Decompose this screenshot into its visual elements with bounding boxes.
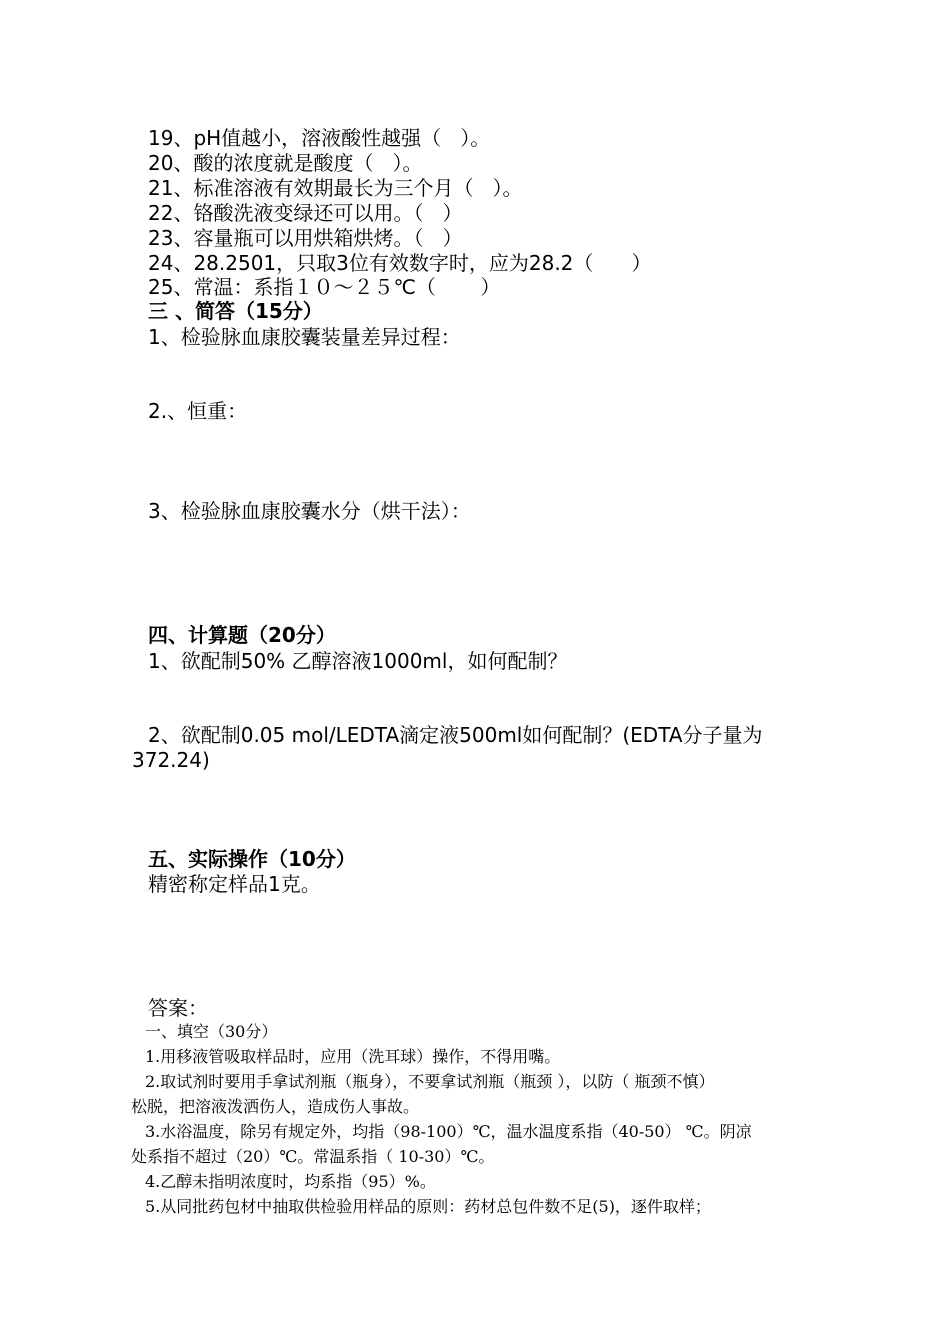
calculation-question-2-line-1: 2、欲配制0.05 mol/LEDTA滴定液500ml如何配制？(EDTA分子量为 [148,723,763,747]
short-answer-item-3: 3、检验脉血康胶囊水分（烘干法）： [148,499,471,523]
judgement-item-24: 24、28.2501，只取3位有效数字时，应为28.2（ ） [148,251,652,275]
judgement-item-19: 19、pH值越小，溶液酸性越强（ ）。 [148,126,491,150]
judgement-item-23: 23、容量瓶可以用烘箱烘烤。（ ） [148,226,463,250]
answer-line-2: 2.取试剂时要用手拿试剂瓶（瓶身），不要拿试剂瓶（瓶颈 ），以防（ 瓶颈不慎） [145,1072,715,1091]
short-answer-item-1: 1、检验脉血康胶囊装量差异过程： [148,325,461,349]
judgement-item-21: 21、标准溶液有效期最长为三个月（ ）。 [148,176,523,200]
answer-line-3: 松脱，把溶液泼洒伤人，造成伤人事故。 [131,1097,420,1116]
answer-line-6: 4.乙醇未指明浓度时，均系指（95）%。 [145,1172,436,1191]
calculation-question-1: 1、欲配制50% 乙醇溶液1000ml，如何配制？ [148,649,568,673]
judgement-item-25: 25、常温：系指１０～２５℃（ ） [148,275,501,299]
answer-line-5: 处系指不超过（20）℃。常温系指（ 10-30）℃。 [131,1147,495,1166]
judgement-item-22: 22、铬酸洗液变绿还可以用。（ ） [148,201,463,225]
practical-item: 精密称定样品1克。 [148,872,321,896]
calculation-question-2-line-2: 372.24) [132,748,210,772]
section-heading-calculation: 四、计算题（20分） [148,623,336,647]
short-answer-item-2: 2.、恒重： [148,399,248,423]
answers-heading: 答案： [148,996,208,1020]
section-heading-short-answer: 三 、简答（15分） [148,299,323,323]
answer-line-4: 3.水浴温度，除另有规定外，均指（98-100）℃，温水温度系指（40-50） ℃。阴凉 [145,1122,752,1141]
answer-line-7: 5.从同批药包材中抽取供检验用样品的原则：药材总包件数不足(5)，逐件取样； [145,1197,711,1216]
section-heading-practical: 五、实际操作（10分） [148,847,356,871]
answer-line-1: 1.用移液管吸取样品时，应用（洗耳球）操作，不得用嘴。 [145,1047,561,1066]
answers-section-1: 一、填空（30分） [145,1022,278,1041]
judgement-item-20: 20、酸的浓度就是酸度（ ）。 [148,151,423,175]
